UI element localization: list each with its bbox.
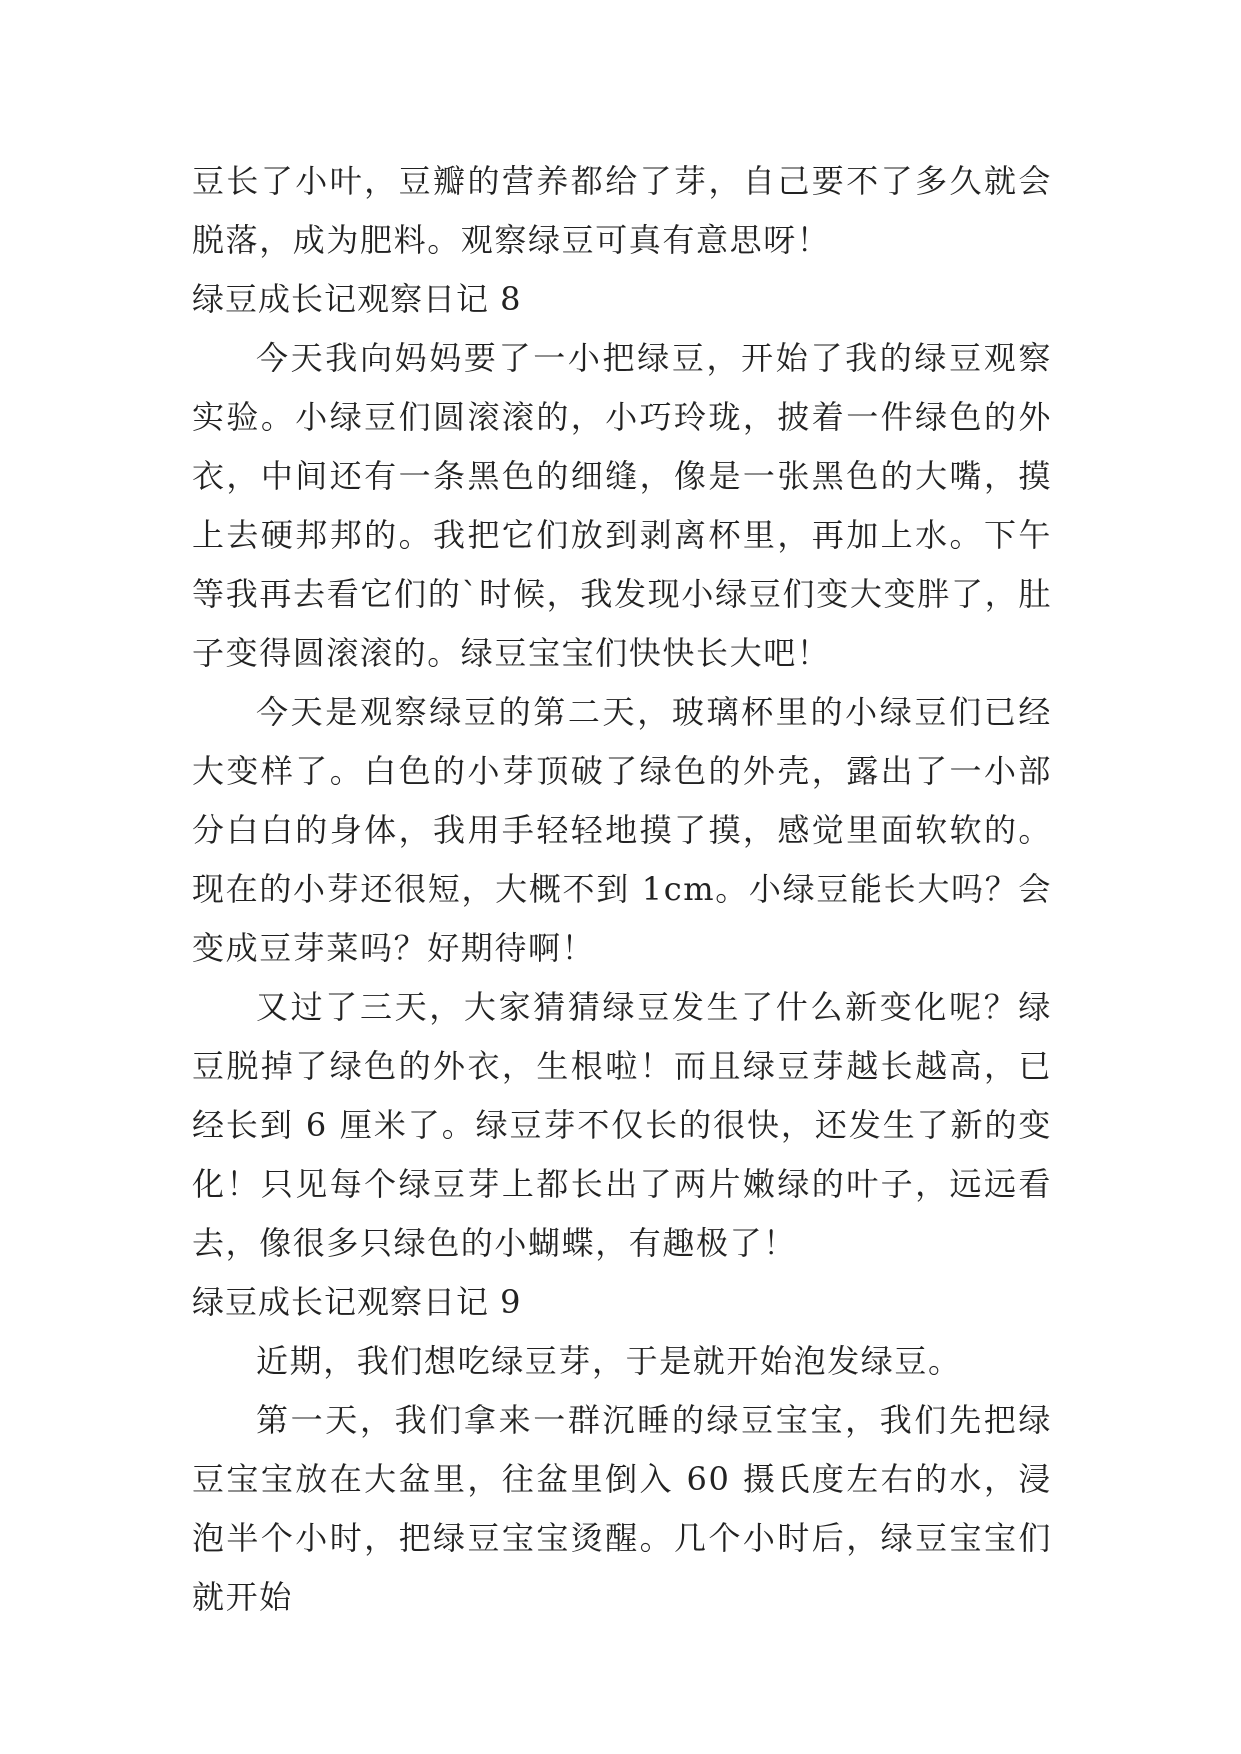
document-body (192, 152, 1052, 1627)
section-heading-diary-8: 绿豆成长记观察日记 8 (192, 280, 522, 318)
paragraph-first-day: 第一天，我们拿来一群沉睡的绿豆宝宝，我们先把绿豆宝宝放在大盆里，往盆里倒入 60 摄氏度左右的水，浸泡半个小时，把绿豆宝宝烫醒。几个小时后，绿豆宝宝们就开始 (192, 1401, 1052, 1616)
section-heading-diary-9: 绿豆成长记观察日记 9 (192, 1283, 522, 1321)
paragraph-day-one: 今天我向妈妈要了一小把绿豆，开始了我的绿豆观察实验。小绿豆们圆滚滚的，小巧玲珑，披着一件绿色的外衣，中间还有一条黑色的细缝，像是一张黑色的大嘴，摸上去硬邦邦的。我把它们放到剥离杯里，再加上水。下午等我再去看它们的`时候，我发现小绿豆们变大变胖了，肚子变得圆滚滚的。绿豆宝宝们快快长大吧！ (192, 339, 1052, 672)
paragraph-day-two: 今天是观察绿豆的第二天，玻璃杯里的小绿豆们已经大变样了。白色的小芽顶破了绿色的外壳，露出了一小部分白白的身体，我用手轻轻地摸了摸，感觉里面软软的。现在的小芽还很短，大概不到 1cm。小绿豆能长大吗？会变成豆芽菜吗？好期待啊！ (192, 693, 1052, 967)
paragraph-intro: 近期，我们想吃绿豆芽，于是就开始泡发绿豆。 (256, 1342, 962, 1380)
paragraph-three-days-later: 又过了三天，大家猜猜绿豆发生了什么新变化呢？绿豆脱掉了绿色的外衣，生根啦！而且绿豆芽越长越高，已经长到 6 厘米了。绿豆芽不仅长的很快，还发生了新的变化！只见每个绿豆芽上都长出了两片嫩绿的叶子，远远看去，像很多只绿色的小蝴蝶，有趣极了！ (192, 988, 1052, 1262)
paragraph-continuation: 豆长了小叶，豆瓣的营养都给了芽，自己要不了多久就会脱落，成为肥料。观察绿豆可真有意思呀！ (192, 162, 1052, 259)
